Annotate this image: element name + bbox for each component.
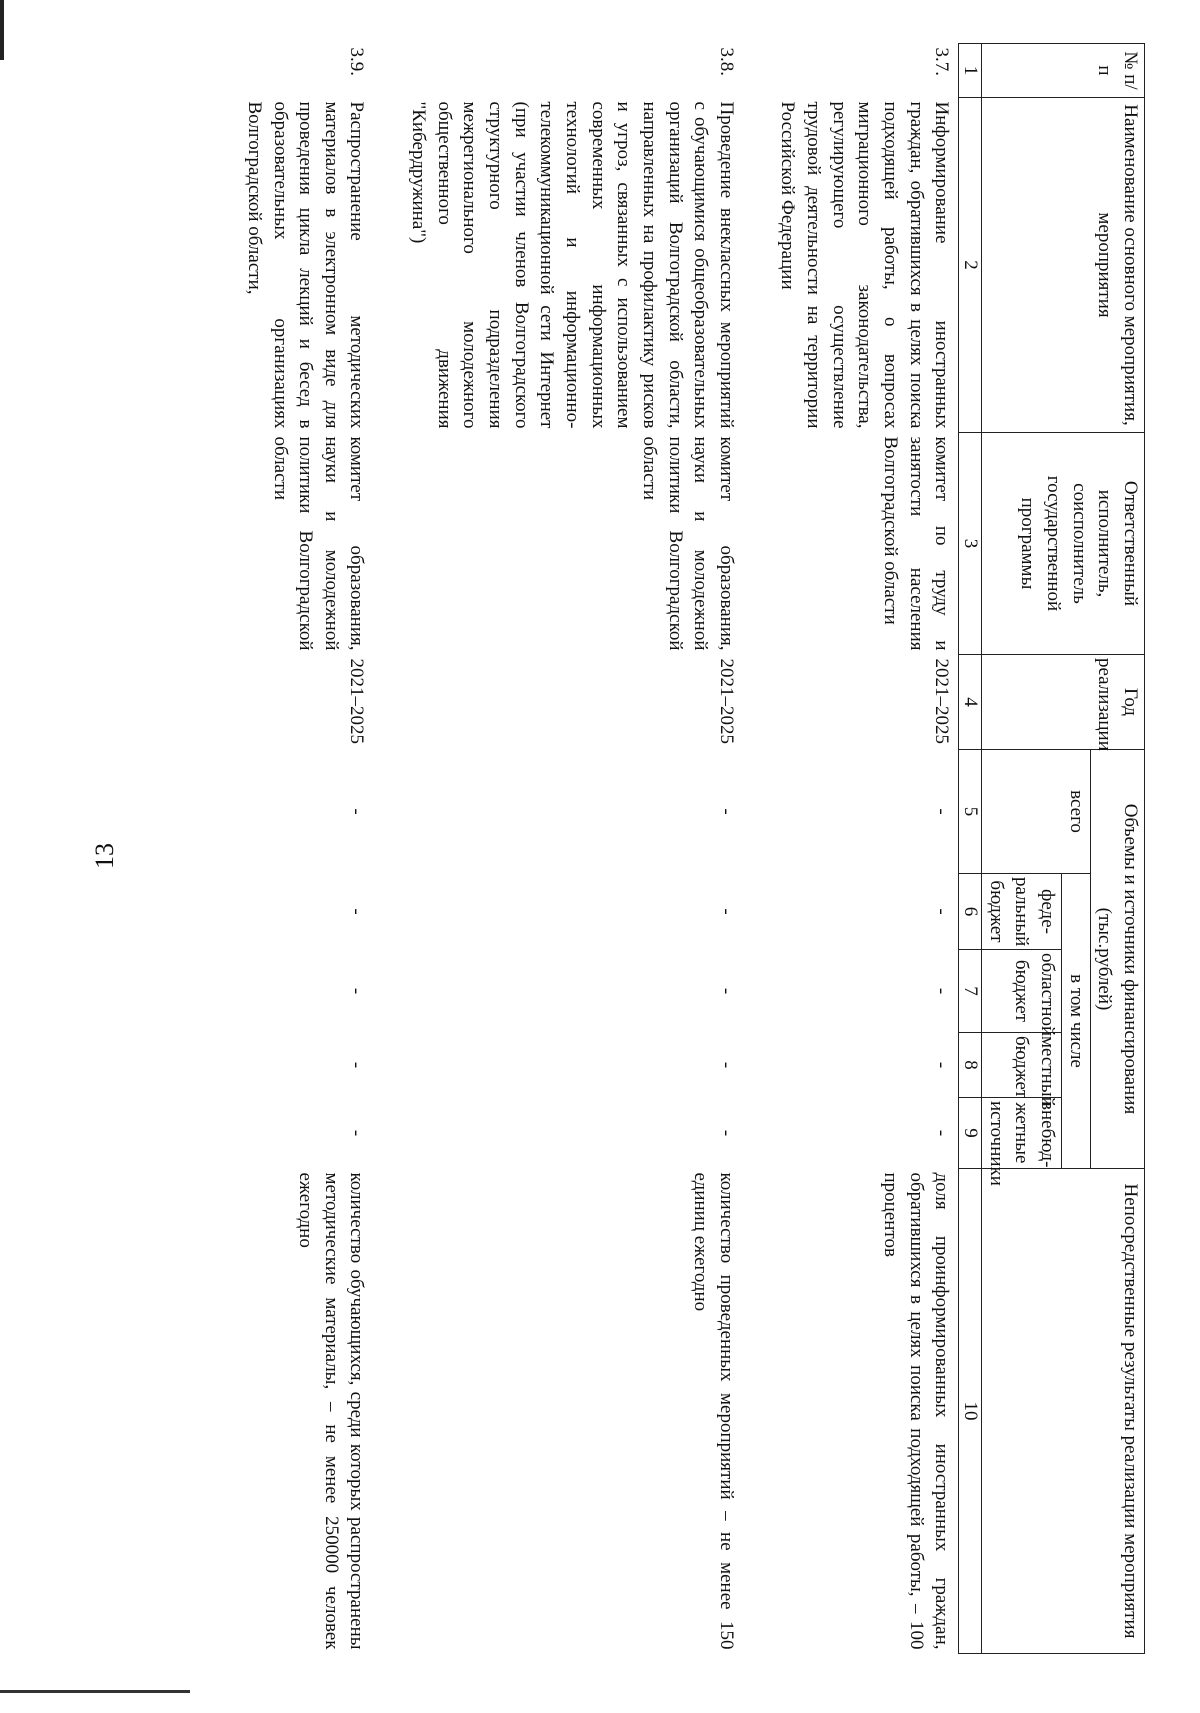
table-header (959, 44, 1145, 1654)
column-number: 10 (959, 1169, 982, 1654)
header-including: в том числе (1062, 874, 1091, 1169)
funding-total: - (346, 808, 368, 815)
column-number: 5 (959, 750, 982, 874)
column-number: 9 (959, 1098, 982, 1169)
responsible-executor: комитет образования, науки и молодежной политики Волгоградской области (269, 436, 368, 651)
header-funding-group: Объемы и источники финансирования (тыс.рублей) (1090, 750, 1144, 1169)
funding-extrabudgetary: - (715, 1129, 737, 1137)
program-activities-table (211, 43, 1145, 1654)
scan-edge-mark (0, 0, 4, 60)
column-number: 7 (959, 950, 982, 1033)
responsible-executor: комитет по труду и занятости населения Волгоградской области (880, 436, 953, 651)
table-row (211, 44, 375, 1654)
activity-name: Распространение методических материалов в электронном виде для проведения цикла лекций и бесед в образовательных организациях Волгоградской области, (243, 101, 368, 429)
direct-result: доля проинформированных иностранных граждан, обратившихся в целях поиска подходящей работы, – 100 процентов (880, 1172, 953, 1650)
column-number: 8 (959, 1033, 982, 1098)
header-total: всего (982, 750, 1091, 874)
activity-name: Проведение внеклассных мероприятий с обучающимися общеобразовательных организаций Волгоградской области, направленных на профилактику рисков и угроз, связанных с использованием современных информационных технологий и информационно-телекоммуникационной сети Интернет (при участии членов Волгоградского структурного подразделения межрегионального молодежного общественного движения "Кибердружина") (408, 101, 737, 429)
funding-total: - (715, 808, 737, 815)
direct-result: количество обучающихся, среди которых распространены методические материалы, – не менее 250000 человек ежегодно (295, 1172, 368, 1650)
column-number-row (959, 44, 982, 1654)
column-number: 1 (959, 44, 982, 98)
funding-federal: - (346, 908, 368, 915)
table-body (211, 44, 959, 1654)
table-row (745, 44, 959, 1654)
header-executor: Ответственный исполнитель, соисполнитель государственной программы (982, 433, 1145, 655)
column-number: 3 (959, 433, 982, 655)
header-federal-budget: феде- ральный бюджет (982, 874, 1062, 950)
funding-regional: - (931, 987, 953, 995)
row-number: 3.7. (931, 47, 953, 76)
funding-local: - (346, 1061, 368, 1069)
funding-regional: - (715, 987, 737, 995)
implementation-years: 2021–2025 (346, 658, 368, 744)
table-row (376, 44, 745, 1654)
header-year: Год реализации (982, 655, 1145, 750)
header-activity-name: Наименование основного мероприятия, мероприятия (982, 98, 1145, 433)
column-number: 6 (959, 874, 982, 950)
column-number: 2 (959, 98, 982, 433)
funding-extrabudgetary: - (346, 1129, 368, 1137)
responsible-executor: комитет образования, науки и молодежной политики Волгоградской области (638, 436, 737, 651)
funding-federal: - (931, 908, 953, 915)
implementation-years: 2021–2025 (931, 658, 953, 744)
header-extrabudgetary: внебюд- жетные источники (982, 1098, 1062, 1169)
scan-edge-line (0, 1690, 190, 1693)
page-number: 13 (90, 843, 119, 869)
column-number: 4 (959, 655, 982, 750)
header-local-budget: местный бюджет (982, 1033, 1062, 1098)
funding-regional: - (346, 987, 368, 995)
row-number: 3.9. (346, 47, 368, 76)
implementation-years: 2021–2025 (715, 658, 737, 744)
direct-result: количество проведенных мероприятий – не менее 150 единиц ежегодно (690, 1172, 737, 1650)
funding-local: - (715, 1061, 737, 1069)
activity-name: Информирование иностранных граждан, обратившихся в целях поиска подходящей работы, о вопросах миграционного законодательства, регулирующего осуществление трудовой деятельности на территории Российской Федерации (777, 101, 953, 429)
funding-total: - (931, 808, 953, 815)
funding-local: - (931, 1061, 953, 1069)
header-results: Непосредственные результаты реализации мероприятия (982, 1169, 1145, 1654)
header-number: № п/п (982, 44, 1145, 98)
funding-extrabudgetary: - (931, 1129, 953, 1137)
funding-federal: - (715, 908, 737, 915)
header-regional-budget: областной бюджет (982, 950, 1062, 1033)
row-number: 3.8. (715, 47, 737, 76)
rotated-page-content (155, 43, 1145, 1653)
